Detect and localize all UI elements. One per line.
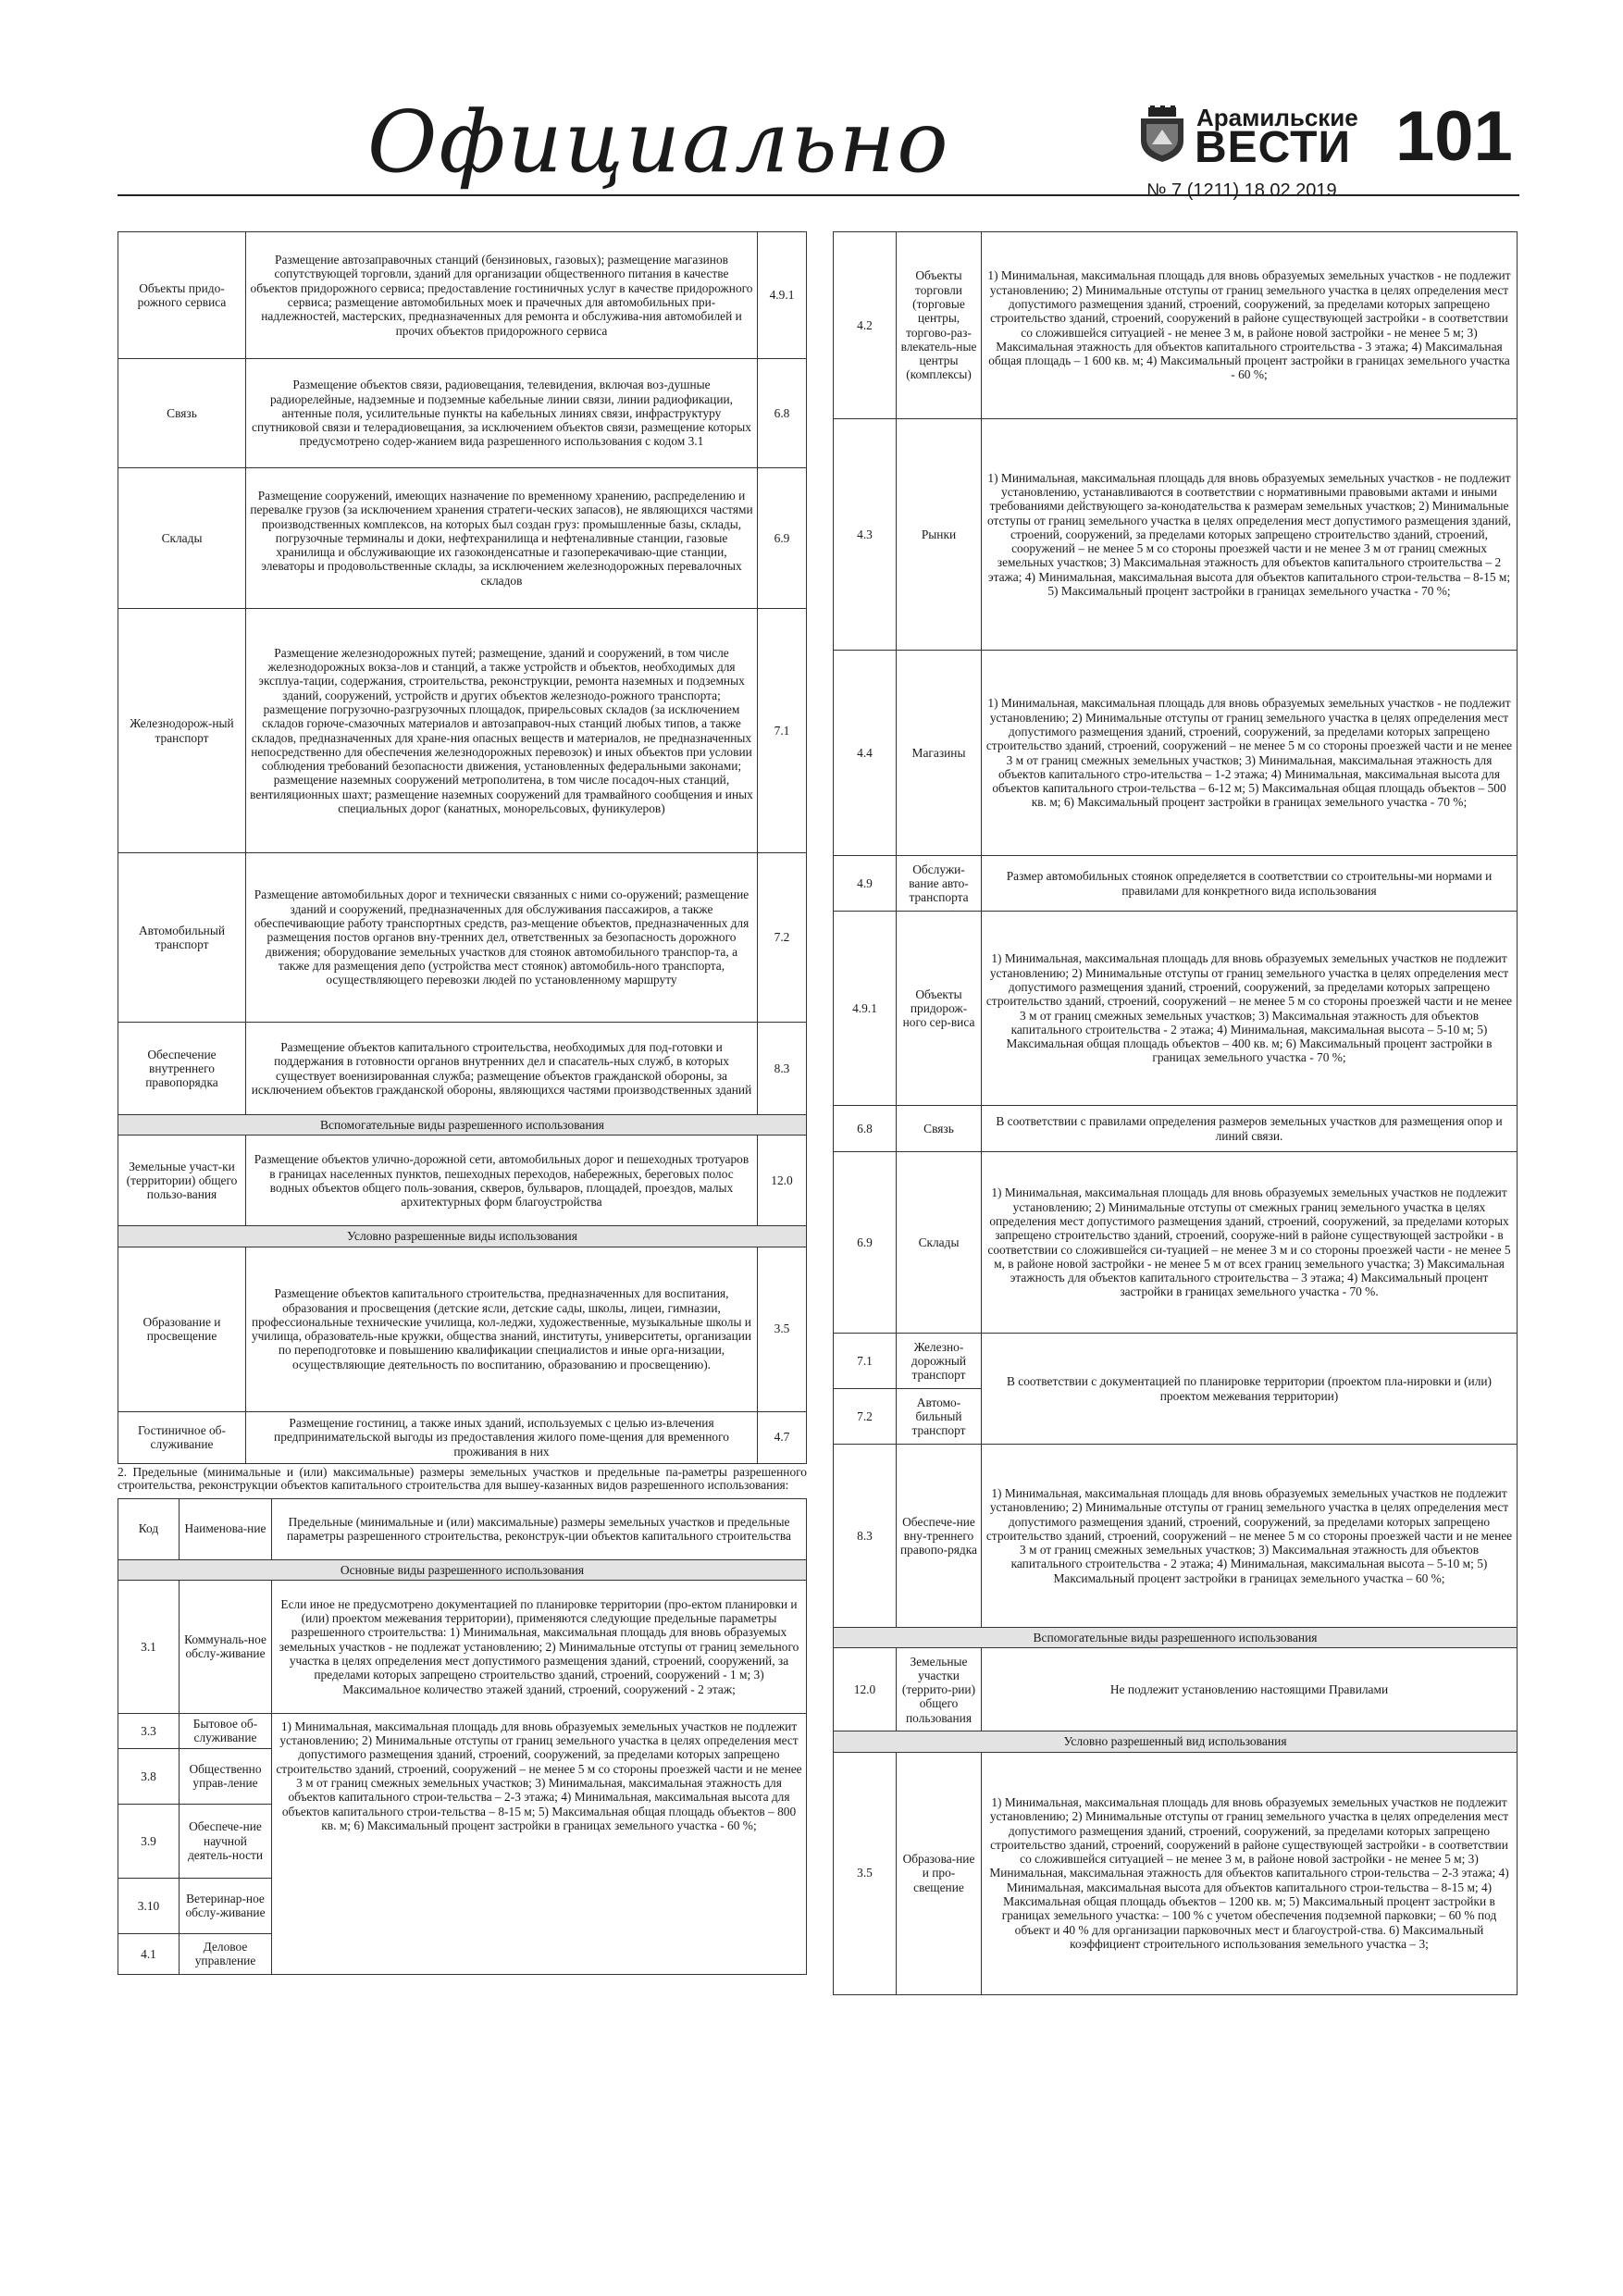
- use-description: Размещение сооружений, имеющих назначение по временному хранению, распределению и перевалке грузов (за исключением хранения стратеги-ческих запасов), не являющихся частями производственных комплексов, на которых был создан груз: промышленные базы, склады, погрузочные терминалы и доки, нефтехранилища и нефтеналивные станции, газовые хранилища и обслуживающие их газоконденсатные и газоперекачиваю-щие станции, элеваторы и продовольственные склады, за исключением железнодорожных перевалочных складов: [246, 468, 758, 609]
- row-code: 4.3: [834, 419, 897, 651]
- row-code: 8.3: [834, 1445, 897, 1628]
- use-description: Размещение автомобильных дорог и технически связанных с ними со-оружений; размещение зданий и сооружений, предназначенных для обслуживания пассажиров, а также обеспечивающие работу транспортных средств, раз-мещение объектов, предназначенных для размещения постов органов вну-тренних дел, ответственных за безопасность дорожного движения; оборудование земельных участков для стоянок автомобильного транспор-та, а также для размещения депо (устройства мест стоянок) автомобиль-ного транспорта, осуществляющего перевозки людей по установленному маршруту: [246, 853, 758, 1023]
- table-row: [118, 1023, 807, 1115]
- use-code: 4.7: [758, 1411, 807, 1463]
- row-limits: 1) Минимальная, максимальная площадь для вновь образуемых земельных участков - не подлежит установлению; 2) Минимальные отступы от границ земельного участка в целях определения мест допустимого размещения зданий, строений, сооружений, за пределами которых запрещено строительство зданий, строений, сооружений в районе существующей застройки - в соответствии со сложившейся ситуацией - не менее 3 м, в районе новой застройки - не менее 5 м; 3) Максимальная этажность для объектов капитального строительства - 3 этажа; 4) Максимальная общая площадь – 1 600 кв. м; 4) Максимальный процент застройки в границах земельного участка - 60 %;: [982, 232, 1518, 419]
- use-code: 6.9: [758, 468, 807, 609]
- row-name: Автомо-бильный транспорт: [897, 1389, 982, 1445]
- table-row: [118, 1411, 807, 1463]
- left-column: [118, 231, 807, 1975]
- permitted-uses-table: [118, 231, 807, 1464]
- coat-of-arms-icon: [1135, 105, 1189, 163]
- row-name: Обслужи-вание авто-транспорта: [897, 856, 982, 912]
- table-row: [118, 468, 807, 609]
- row-limits: Не подлежит установлению настоящими Правилами: [982, 1648, 1518, 1731]
- row-code: 7.1: [834, 1334, 897, 1389]
- section-heading: Основные виды разрешенного использования: [118, 1559, 807, 1580]
- table-row: [834, 912, 1518, 1106]
- use-code: 4.9.1: [758, 232, 807, 359]
- table-header-row: [118, 1498, 807, 1559]
- row-name: Коммуналь-ное обслу-живание: [180, 1580, 272, 1713]
- row-code: 6.9: [834, 1152, 897, 1334]
- row-code: 7.2: [834, 1389, 897, 1445]
- section-row: [118, 1115, 807, 1136]
- table-row: [834, 1334, 1518, 1389]
- use-description: Размещение объектов капитального строительства, предназначенных для воспитания, образования и просвещения (детские ясли, детские сады, школы, лицеи, гимназии, профессиональные технические училища, кол-леджи, художественные, музыкальные школы и училища, образователь-ные кружки, общества знаний, институты, университеты, организации по переподготовке и повышению квалификации специалистов и иные орга-низации, осуществляющие деятельность по воспитанию, образованию и просвещению).: [246, 1247, 758, 1411]
- table-row: [118, 232, 807, 359]
- row-name: Образова-ние и про-свещение: [897, 1752, 982, 1994]
- table-row: [118, 1247, 807, 1411]
- row-code: 3.1: [118, 1580, 180, 1713]
- use-name: Обеспечение внутреннего правопорядка: [118, 1023, 246, 1115]
- header-rule: [118, 194, 1519, 196]
- section-heading: Условно разрешенные виды использования: [118, 1226, 807, 1247]
- table-row: [118, 1580, 807, 1713]
- use-code: 7.1: [758, 609, 807, 853]
- row-limits: 1) Минимальная, максимальная площадь для вновь образуемых земельных участков не подлежит установлению; 2) Минимальные отступы от границ земельного участка в целях определения мест допустимого размещения зданий, строений, сооружений, за пределами которых запрещено строительство зданий, строений, сооружений – не менее 5 м со стороны проезжей части и не менее 3 м от границ смежных земельных участков; 3) Максимальная этажность для объектов капитального строительства - 2 этажа; 4) Минимальная, максимальная высота – 5-10 м; 5) Максимальный процент застройки в границах земельного участка – 60 %;: [982, 1445, 1518, 1628]
- section-row: [834, 1628, 1518, 1648]
- table-row: [834, 1445, 1518, 1628]
- use-description: Размещение объектов улично-дорожной сети, автомобильных дорог и пешеходных тротуаров в границах населенных пунктов, пешеходных переходов, набережных, береговых полос водных объектов общего поль-зования, скверов, бульваров, площадей, проездов, малых архитектурных форм благоустройства: [246, 1136, 758, 1226]
- section-heading: Вспомогательные виды разрешенного использования: [834, 1628, 1518, 1648]
- use-name: Объекты придо-рожного сервиса: [118, 232, 246, 359]
- row-name: Ветеринар-ное обслу-живание: [180, 1878, 272, 1933]
- table-row: [834, 1106, 1518, 1152]
- row-name: Общественно управ-ление: [180, 1748, 272, 1804]
- row-limits: 1) Минимальная, максимальная площадь для вновь образуемых земельных участков не подлежит установлению; 2) Минимальные отступы от границ земельного участка в целях определения мест допустимого размещения зданий, строений, сооружений, за пределами которых запрещено строительство зданий, строений, сооружений – не менее 5 м со стороны проезжей части и не менее 3 м от границ смежных земельных участков; 3) Минимальная, максимальная этажность для объектов капитального строи-тельства – 2-3 этажа; 4) Минимальная, максимальная высота для объектов капитального строи-тельства – 8-15 м; 5) Максимальная общая площадь объектов – 800 кв. м; 6) Максимальный процент застройки в границах земельного участка - 60 %;: [272, 1713, 807, 1974]
- use-name: Железнодорож-ный транспорт: [118, 609, 246, 853]
- table-row: [834, 651, 1518, 856]
- row-limits: Размер автомобильных стоянок определяется в соответствии со строительны-ми нормами и правилами для конкретного вида использования: [982, 856, 1518, 912]
- section-row: [118, 1559, 807, 1580]
- row-code: 4.9.1: [834, 912, 897, 1106]
- table-row: [118, 1136, 807, 1226]
- logo-title: ВЕСТИ: [1195, 123, 1351, 172]
- row-name: Объекты придорож-ного сер-виса: [897, 912, 982, 1106]
- limits-table-left: [118, 1498, 807, 1975]
- page-header: [118, 93, 1519, 201]
- use-name: Автомобильный транспорт: [118, 853, 246, 1023]
- row-name: Объекты торговли (торговые центры, торгово-раз-влекатель-ные центры (комплексы): [897, 232, 982, 419]
- use-code: 12.0: [758, 1136, 807, 1226]
- section-heading: Вспомогательные виды разрешенного использования: [118, 1115, 807, 1136]
- use-description: Размещение автозаправочных станций (бензиновых, газовых); размещение магазинов сопутствующей торговли, зданий для организации общественного питания в качестве объектов придорожного сервиса; предоставление гостиничных услуг в качестве придорожного сервиса; размещение автомобильных моек и прачечных для автомобильных при-надлежностей, мастерских, предназначенных для ремонта и обслужива-ния автомобилей и прочих объектов придорожного сервиса: [246, 232, 758, 359]
- row-name: Связь: [897, 1106, 982, 1152]
- row-name: Рынки: [897, 419, 982, 651]
- table-row: [834, 1648, 1518, 1731]
- use-name: Склады: [118, 468, 246, 609]
- limits-table-right: [833, 231, 1518, 1995]
- use-code: 7.2: [758, 853, 807, 1023]
- row-code: 3.8: [118, 1748, 180, 1804]
- table-row: [834, 1752, 1518, 1994]
- table-row: [118, 1713, 807, 1748]
- use-description: Размещение объектов связи, радиовещания, телевидения, включая воз-душные радиорелейные, надземные и подземные кабельные линии связи, линии радиофикации, антенные поля, усилительные пункты на кабельных линиях связи, инфраструктуру спутниковой связи и телерадиовещания, за исключением объектов связи, размещение которых предусмотрено содер-жанием вида разрешенного использования с кодом 3.1: [246, 359, 758, 468]
- use-description: Размещение гостиниц, а также иных зданий, используемых с целью из-влечения предпринимательской выгоды из предоставления жилого поме-щения для временного проживания в них: [246, 1411, 758, 1463]
- row-limits: 1) Минимальная, максимальная площадь для вновь образуемых земельных участков - не подлежит установлению; 2) Минимальные отступы от границ земельного участка в целях определения мест допустимого размещения зданий, строений, сооружений, за пределами которых запрещено строительство зданий, строений, сооружений – не менее 5 м со стороны проезжей части и не менее 3 м от границ смежных земельных участков; 3) Минимальная, максимальная этажность для объектов капитального стро-ительства – 1-2 этажа; 4) Минимальная, максимальная высота для объектов капитального строи-тельства – 6-12 м; 5) Максимальная общая площадь объектов – 500 кв. м; 6) Максимальный процент застройки в границах земельного участка - 70 %;: [982, 651, 1518, 856]
- row-limits: 1) Минимальная, максимальная площадь для вновь образуемых земельных участков не подлежит установлению; 2) Минимальные отступы от границ земельного участка в целях определения мест допустимого размещения зданий, строений, сооружений, за пределами которых запрещено строительство зданий, строений, сооружений в районе существующей застройки - в соответствии со сложившейся ситуацией – не менее 3 м, в районе новой застройки - не менее 5 м; 3) Минимальная, максимальная этажность для объектов капитального строи-тельства – 2-3 этажа; 4) Минимальная, максимальная высота для объектов капитального строи-тельства – 8-15 м; 4) Максимальная общая площадь объектов – 1200 кв. м; 5) Максимальный процент застройки в границах земельного участка: – 100 % с учетом обеспечения подземной парковки; – 60 % под объект и 40 % для организации парковочных мест и благоустрой-ства. 6) Максимальный коэффициент строительного использования земельного участка – 3;: [982, 1752, 1518, 1994]
- table-row: [834, 856, 1518, 912]
- table-row: [834, 419, 1518, 651]
- use-name: Гостиничное об-служивание: [118, 1411, 246, 1463]
- header-name: Наименова-ние: [180, 1498, 272, 1559]
- table-row: [118, 609, 807, 853]
- row-limits: Если иное не предусмотрено документацией по планировке территории (про-ектом планировки и (или) проектом межевания территории), применяются следующие предельные параметры разрешенного строительства: 1) Минимальная, максимальная площадь для вновь образуемых земельных участков - не подлежат установлению; 2) Минимальные отступы от границ земельного участка в целях определения мест допустимого размещения зданий, строений, сооружений, за пределами которых запрещено строительство зданий, строений, сооружений - 1 м; 3) Максимальное количество этажей зданий, строений, сооружений - 2 этаж;: [272, 1580, 807, 1713]
- row-name: Бытовое об-служивание: [180, 1713, 272, 1748]
- row-code: 3.9: [118, 1804, 180, 1878]
- header-limits: Предельные (минимальные и (или) максимальные) размеры земельных участков и предельные параметры разрешенного строительства, реконструк-ции объектов капитального строительства: [272, 1498, 807, 1559]
- row-code: 3.3: [118, 1713, 180, 1748]
- use-description: Размещение железнодорожных путей; размещение, зданий и сооружений, в том числе железнодорожных вокза-лов и станций, а также устройств и объектов, необходимых для эксплуа-тации, содержания, строительства, реконструкции, ремонта наземных и подземных зданий, сооружений, устройств и других объектов железнодо-рожного транспорта; размещение погрузочно-разгрузочных площадок, прирельсовых складов (за исключением складов горюче-смазочных материалов и автозаправоч-ных станций любых типов, а также складов, предназначенных для хране-ния опасных веществ и материалов, не предназначенных непосредственно для обеспечения железнодорожных перевозок) и иных объектов при условии соблюдения требований безопасности движения, установленных федеральными законами; размещение наземных сооружений метрополитена, в том числе посадоч-ных станций, вентиляционных шахт; размещение наземных сооружений для трамвайного сообщения и иных специальных дорог (канатных, монорельсовых, фуникулеров): [246, 609, 758, 853]
- row-name: Деловое управление: [180, 1933, 272, 1974]
- row-code: 4.9: [834, 856, 897, 912]
- row-code: 4.1: [118, 1933, 180, 1974]
- row-name: Земельные участки (террито-рии) общего пользования: [897, 1648, 982, 1731]
- row-name: Склады: [897, 1152, 982, 1334]
- row-code: 12.0: [834, 1648, 897, 1731]
- right-column: [833, 231, 1518, 1995]
- row-name: Обеспече-ние научной деятель-ности: [180, 1804, 272, 1878]
- page-number: 101: [1395, 97, 1513, 176]
- use-description: Размещение объектов капитального строительства, необходимых для под-готовки и поддержания в готовности органов внутренних дел и спасатель-ных служб, в которых существует военизированная служба; размещение объектов гражданской обороны, за исключением объектов гражданской обороны, являющихся частями производственных зданий: [246, 1023, 758, 1115]
- row-code: 6.8: [834, 1106, 897, 1152]
- use-code: 8.3: [758, 1023, 807, 1115]
- section-heading: Условно разрешенный вид использования: [834, 1731, 1518, 1752]
- table-row: [118, 359, 807, 468]
- use-name: Образование и просвещение: [118, 1247, 246, 1411]
- header-code: Код: [118, 1498, 180, 1559]
- newspaper-logo: [1135, 104, 1385, 172]
- logo-subtitle: Арамильские: [1196, 104, 1358, 131]
- table-row: [834, 1152, 1518, 1334]
- row-name: Обеспече-ние вну-треннего правопо-рядка: [897, 1445, 982, 1628]
- use-code: 6.8: [758, 359, 807, 468]
- section-row: [834, 1731, 1518, 1752]
- section-row: [118, 1226, 807, 1247]
- row-name: Железно-дорожный транспорт: [897, 1334, 982, 1389]
- row-limits: В соответствии с правилами определения размеров земельных участков для размещения опор и линий связи.: [982, 1106, 1518, 1152]
- row-limits: 1) Минимальная, максимальная площадь для вновь образуемых земельных участков не подлежит установлению; 2) Минимальные отступы от границ земельного участка в целях определения мест допустимого размещения зданий, строений, сооружений, за пределами которых запрещено строительство зданий, строений, сооружений – не менее 5 м со стороны проезжей части и не менее 3 м от границ смежных земельных участков; 3) Максимальная этажность для объектов капитального строительства - 2 этажа; 4) Минимальная, максимальная высота – 5-10 м; 5) Максимальная общая площадь объектов – 400 кв. м; 6) Максимальный процент застройки в границах земельного участка - 70 %;: [982, 912, 1518, 1106]
- row-code: 4.4: [834, 651, 897, 856]
- limits-paragraph: 2. Предельные (минимальные и (или) максимальные) размеры земельных участков и предельные па-раметры разрешенного строительства, реконструкции объектов капитального строительства для вышеу-казанных видов разрешенного использования:: [118, 1464, 807, 1493]
- table-row: [834, 232, 1518, 419]
- row-code: 3.5: [834, 1752, 897, 1994]
- section-title: Официально: [367, 93, 950, 192]
- use-name: Земельные участ-ки (территории) общего пользо-вания: [118, 1136, 246, 1226]
- use-name: Связь: [118, 359, 246, 468]
- row-limits: 1) Минимальная, максимальная площадь для вновь образуемых земельных участков - не подлежит установлению, устанавливаются в соответствии с нормативными правовыми актами и иными требованиями действующего за-конодательства к размерам земельных участков; 2) Минимальные отступы от границ земельного участка в целях определения мест допустимого размещения зданий, строений, сооружений, за пределами которых запрещено строительство зданий, строений, сооружений – не менее 5 м со стороны проезжей части и не менее 3 м от границ смежных земельных участков; 3) Максимальная этажность для объектов капитального строительства – 2 этажа; 4) Минимальная, максимальная высота для объектов капитального строи-тельства – 8-15 м; 5) Максимальный процент застройки в границах земельного участка - 70 %;: [982, 419, 1518, 651]
- row-limits: 1) Минимальная, максимальная площадь для вновь образуемых земельных участков не подлежит установлению; 2) Минимальные отступы от смежных границ земельного участка в целях определения мест допустимого размещения зданий, строений, сооружений, за пределами которых запрещено строительство зданий, строений, сооруже-ний в районе существующей застройки - в соответствии со сложившейся си-туацией – не менее 3 м и со стороны проезжей части - не менее 5 м, в районе новой застройки - не менее 5 м от всех границ земельного участка; 3) Максимальная этажность для объектов капитального строительства – 3 этажа; 4) Максимальный процент застройки в границах земельного участка - 70 %.: [982, 1152, 1518, 1334]
- row-limits: В соответствии с документацией по планировке территории (проектом пла-нировки и (или) проектом межевания территории): [982, 1334, 1518, 1445]
- table-row: [118, 853, 807, 1023]
- issue-info: № 7 (1211) 18.02.2019: [1146, 180, 1337, 201]
- row-code: 3.10: [118, 1878, 180, 1933]
- use-code: 3.5: [758, 1247, 807, 1411]
- row-code: 4.2: [834, 232, 897, 419]
- row-name: Магазины: [897, 651, 982, 856]
